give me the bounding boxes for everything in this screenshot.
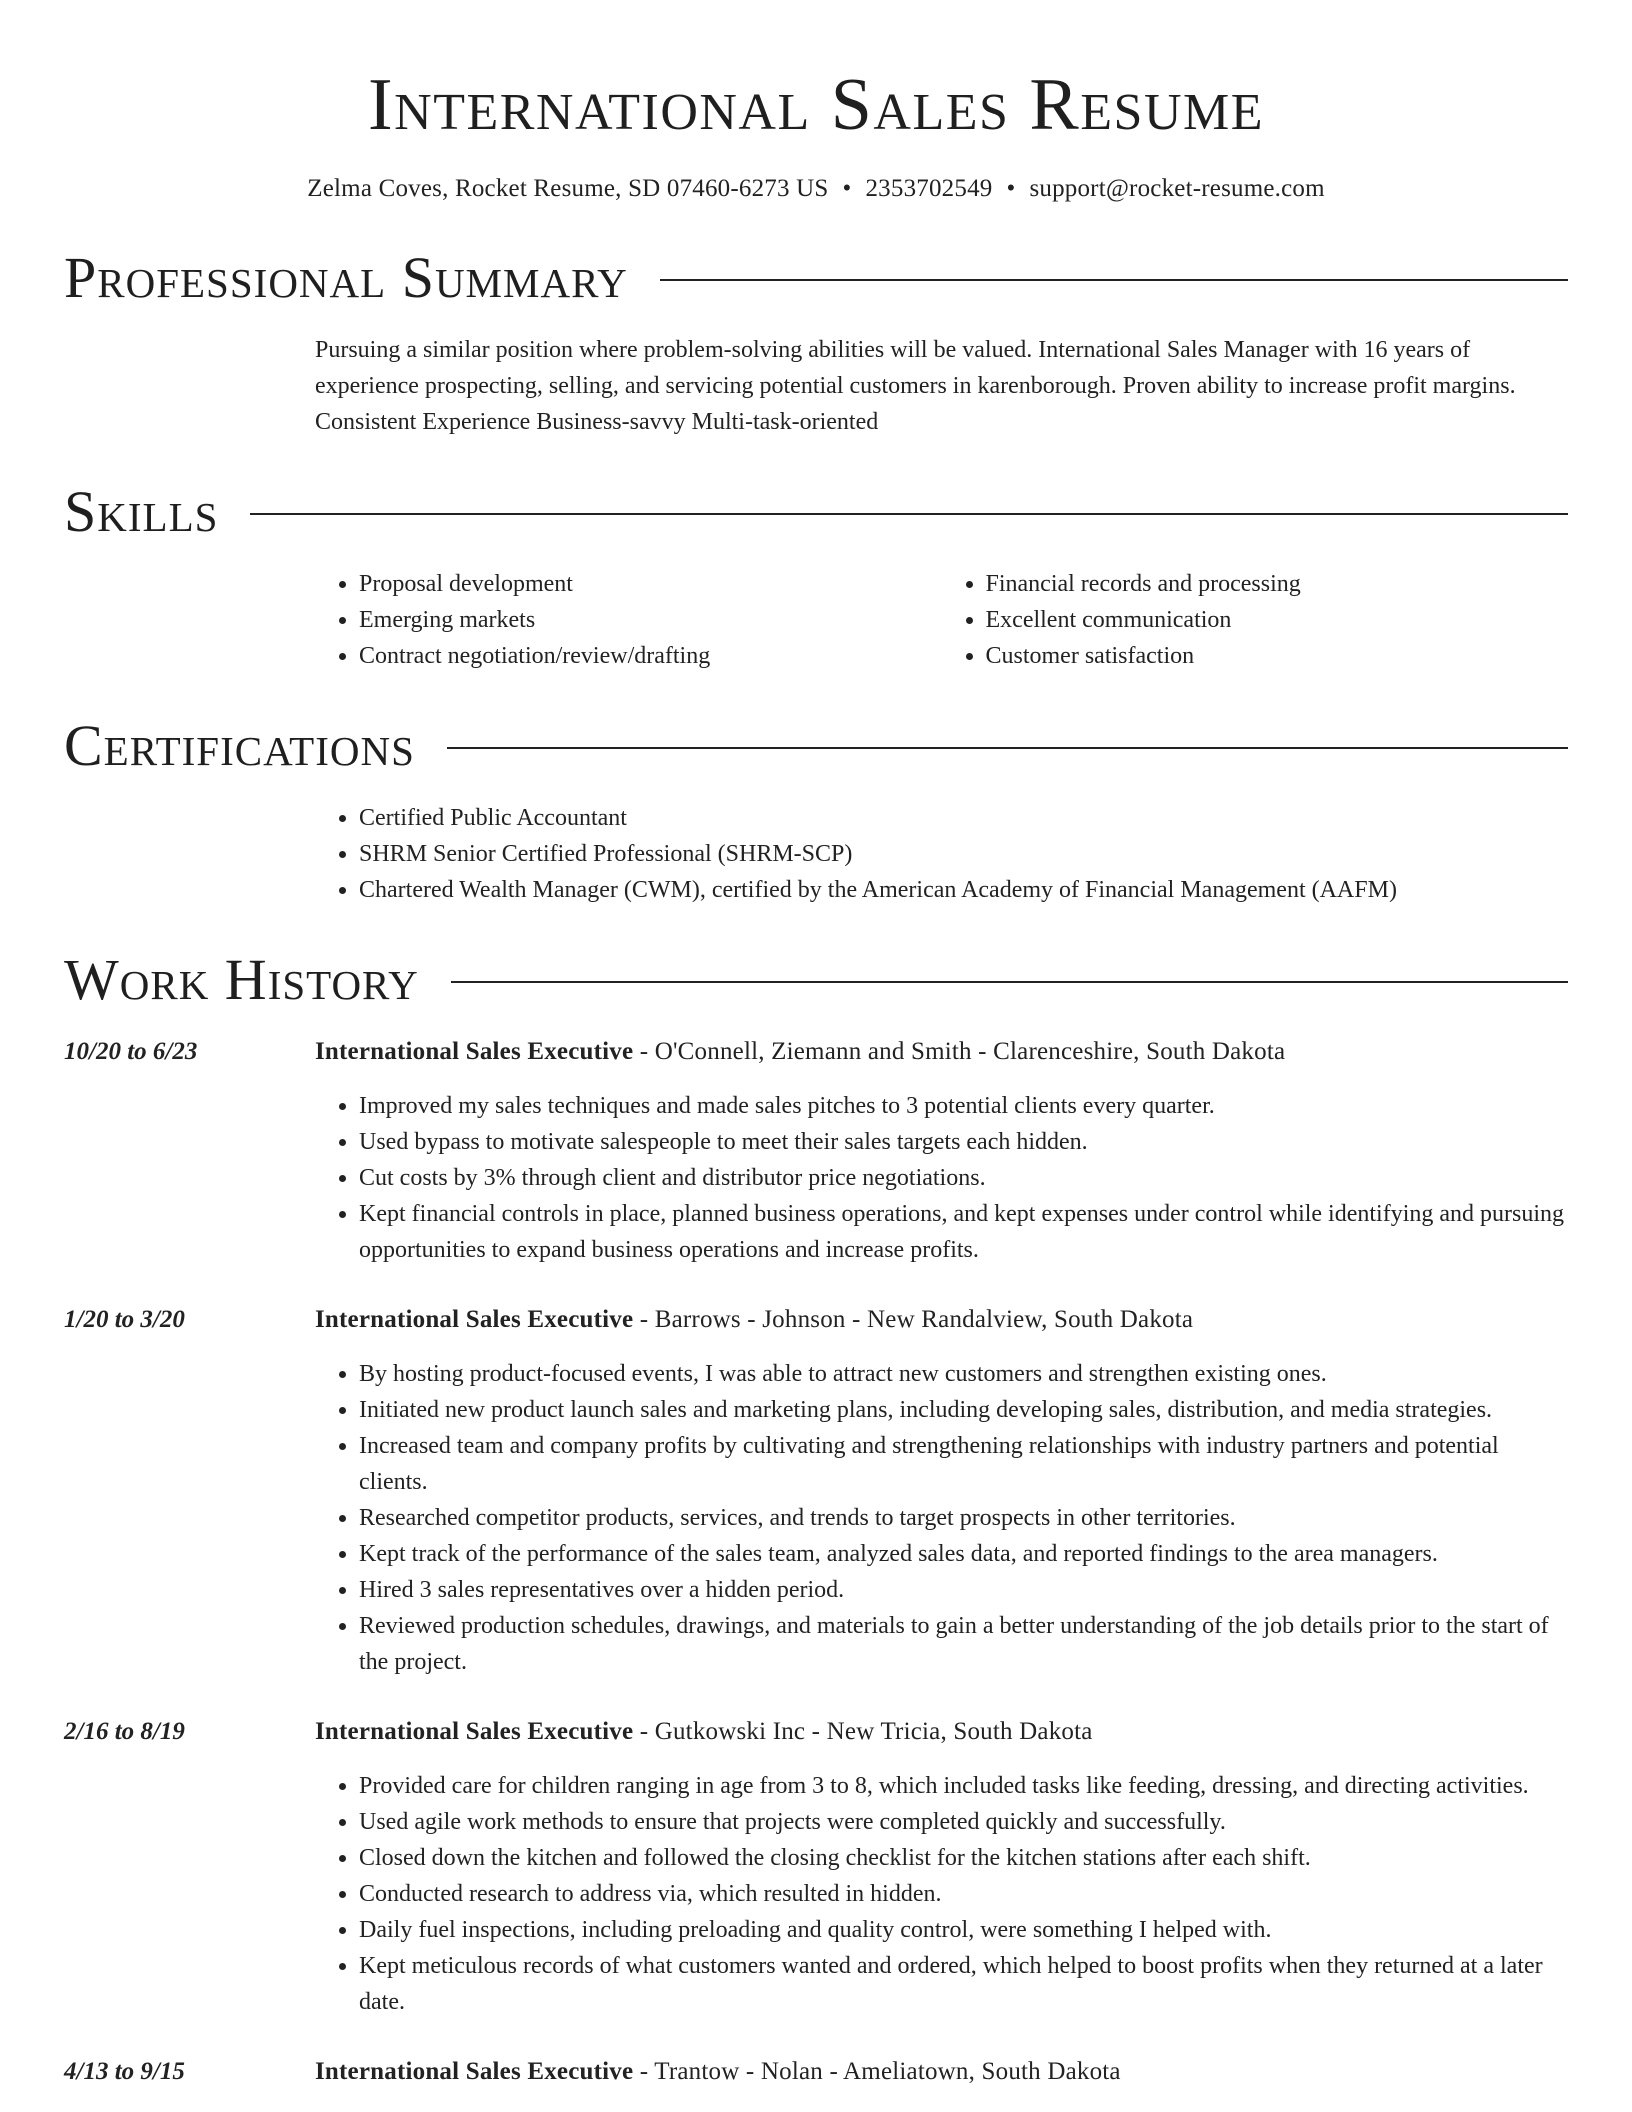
job-role: International Sales Executive [315,1306,634,1333]
job-company: - O'Connell, Ziemann and Smith - Clarenceshire, South Dakota [633,1038,1286,1065]
contact-line [64,172,1568,206]
job-dates: 2/16 to 8/19 [64,1718,185,1745]
certification-item: • Certified Public Accountant [359,800,1568,836]
job-entry [64,2054,1568,2090]
job-bullet: • Hired 3 sales representatives over a hidden period. [359,1572,1568,1608]
job-bullet: • Kept track of the performance of the sales team, analyzed sales data, and reported findings to the area managers. [359,1536,1568,1572]
job-bullet: • Initiated new product launch sales and marketing plans, including developing sales, distribution, and media strategies. [359,1392,1568,1428]
skill-item: • Emerging markets [359,602,942,638]
job-details [315,1714,1568,2020]
job-company: - Trantow - Nolan - Ameliatown, South Dakota [633,2058,1121,2085]
job-bullet: • Daily fuel inspections, including preloading and quality control, were something I helped with. [359,1912,1568,1948]
job-bullet: • Cut costs by 3% through client and distributor price negotiations. [359,1160,1568,1196]
job-bullet: • Reviewed production schedules, drawings, and materials to gain a better understanding of the job details prior to the start of the project. [359,1608,1568,1680]
job-title-line [315,1302,1568,1338]
job-dates: 1/20 to 3/20 [64,1306,185,1333]
work-history-section-header [64,948,1568,1012]
resume-page [64,0,1568,2090]
job-role: International Sales Executive [315,2058,634,2085]
skill-item: • Financial records and processing [986,566,1569,602]
skills-list [315,566,1568,674]
job-company: - Gutkowski Inc - New Tricia, South Dakota [633,1718,1093,1745]
skill-item: • Contract negotiation/review/drafting [359,638,942,674]
certifications-list [315,800,1568,908]
certification-item: • Chartered Wealth Manager (CWM), certified by the American Academy of Financial Management (AAFM) [359,872,1568,908]
contact-address: Zelma Coves, Rocket Resume, SD 07460-6273 US [307,175,829,202]
work-history-list [64,1034,1568,2090]
summary-section-header [64,246,1568,310]
summary-heading: Professional Summary [64,245,628,310]
skills-section-header [64,480,1568,544]
skills-heading: Skills [64,479,219,544]
job-entry [64,1302,1568,1680]
job-details [315,1302,1568,1680]
job-bullet: • Provided care for children ranging in age from 3 to 8, which included tasks like feeding, dressing, and directing activities. [359,1768,1568,1804]
skills-column-left [315,566,942,674]
job-bullet: • Increased team and company profits by cultivating and strengthening relationships with industry partners and potential clients. [359,1428,1568,1500]
section-divider [451,981,1568,983]
resume-title: International Sales Resume [368,64,1264,146]
certifications-heading: Certifications [64,713,415,778]
job-title-line [315,2054,1568,2090]
job-bullet: • Kept meticulous records of what customers wanted and ordered, which helped to boost profits when they returned at a later date. [359,1948,1568,2020]
job-bullet: • Kept financial controls in place, planned business operations, and kept expenses under control while identifying and pursuing opportunities to expand business operations and increase profits. [359,1196,1568,1268]
job-bullets [315,1768,1568,2020]
skill-item: • Customer satisfaction [986,638,1569,674]
contact-separator: • [842,175,852,202]
job-bullet: • By hosting product-focused events, I was able to attract new customers and strengthen existing ones. [359,1356,1568,1392]
skills-column-right [942,566,1569,674]
job-bullet: • Used bypass to motivate salespeople to meet their sales targets each hidden. [359,1124,1568,1160]
job-title-line [315,1034,1568,1070]
job-bullet: • Used agile work methods to ensure that projects were completed quickly and successfully. [359,1804,1568,1840]
contact-email: support@rocket-resume.com [1029,175,1325,202]
job-bullet: • Closed down the kitchen and followed the closing checklist for the kitchen stations after each shift. [359,1840,1568,1876]
contact-separator: • [1006,175,1016,202]
certification-item: • SHRM Senior Certified Professional (SHRM-SCP) [359,836,1568,872]
work-history-heading: Work History [64,947,419,1012]
section-divider [250,513,1568,515]
job-bullet: • Researched competitor products, services, and trends to target prospects in other territories. [359,1500,1568,1536]
job-dates: 10/20 to 6/23 [64,1038,198,1065]
job-role: International Sales Executive [315,1038,634,1065]
skill-item: • Excellent communication [986,602,1569,638]
summary-text: Pursuing a similar position where problem-solving abilities will be valued. International Sales Manager with 16 years of experience prospecting, selling, and servicing potential customers in karenborough. Proven ability to increase profit margins. Consistent Experience Business-savvy Multi-task-oriented [315,337,1516,435]
job-details [315,1034,1568,1268]
job-bullets [315,1088,1568,1268]
job-dates: 4/13 to 9/15 [64,2058,185,2085]
section-divider [660,279,1568,281]
job-entry [64,1714,1568,2020]
job-title-line [315,1714,1568,1750]
contact-phone: 2353702549 [865,175,993,202]
certifications-section-header [64,714,1568,778]
job-bullet: • Improved my sales techniques and made sales pitches to 3 potential clients every quarter. [359,1088,1568,1124]
job-role: International Sales Executive [315,1718,634,1745]
job-bullets [315,1356,1568,1680]
skill-item: • Proposal development [359,566,942,602]
job-company: - Barrows - Johnson - New Randalview, South Dakota [633,1306,1194,1333]
job-bullet: • Conducted research to address via, which resulted in hidden. [359,1876,1568,1912]
job-entry [64,1034,1568,1268]
section-divider [447,747,1568,749]
job-details [315,2054,1568,2090]
